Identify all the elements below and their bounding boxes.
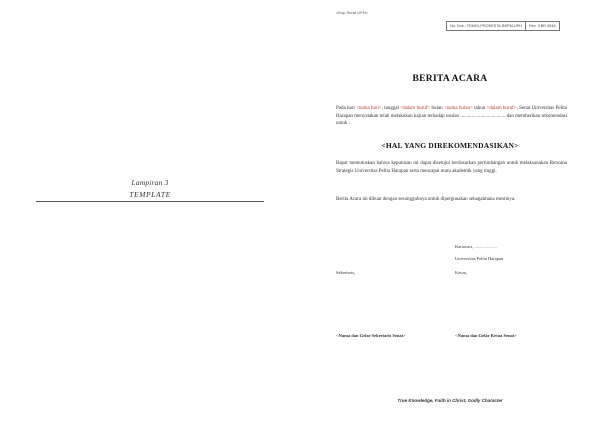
placeholder-date: <dalam huruf> <box>400 106 431 111</box>
document-title: BERITA ACARA <box>412 74 488 84</box>
chair-name: <Nama dan Gelar Ketua Senat> <box>455 333 517 338</box>
chair-role: Ketua, <box>455 270 467 275</box>
placeholder-month: <nama bulan> <box>443 106 473 111</box>
document-revision: Rev. 0 BD 0816 <box>525 22 559 30</box>
template-label: TEMPLATE <box>129 190 171 199</box>
secretary-role: Sekretaris, <box>336 270 356 275</box>
footer-motto: True Knowledge, Faith in Christ, Godly Character <box>397 398 503 403</box>
opening-paragraph: Pada hari <nama hari>, tanggal <dalam huruf> bulan <nama bulan> tahun <dalam huruf>, Senat Universitas Pelita Harapan menyatakan telah melakukan kajian terhadap usulan .................................... dan memberikan rekomendasi untuk : <box>336 106 568 127</box>
divider-line <box>36 201 264 202</box>
recommendation-heading: <HAL YANG DIREKOMENDASIKAN> <box>381 141 519 150</box>
document-number-box <box>446 21 560 31</box>
placeholder-day: <nama hari> <box>356 106 382 111</box>
placeholder-year: <dalam huruf> <box>486 106 517 111</box>
letterhead-placeholder: <Kop Surat UPH> <box>336 10 369 15</box>
decision-paragraph: Rapat memutuskan bahwa keputusan ini dapat disetujui berdasarkan pertimbangan untuk melaksanakan Rencana Strategis Universitas Pelita Harapan serta mencapai mutu akademik yang tinggi. <box>336 161 567 174</box>
lampiran-label: Lampiran 3 <box>131 178 169 187</box>
secretary-name: <Nama dan Gelar Sekretaris Senat> <box>336 333 406 338</box>
university-name: Universitas Pelita Harapan <box>455 256 504 261</box>
place-date: Karawaci, .................... <box>455 244 497 249</box>
document-number: No. Dok.: TEM01-PROSESTA-BSPM-UPH <box>450 24 523 28</box>
right-page <box>300 0 600 424</box>
closing-paragraph: Berita Acara ini dibuat dengan sesungguhnya untuk dipergunakan sebagaimana mestinya. <box>336 197 516 202</box>
